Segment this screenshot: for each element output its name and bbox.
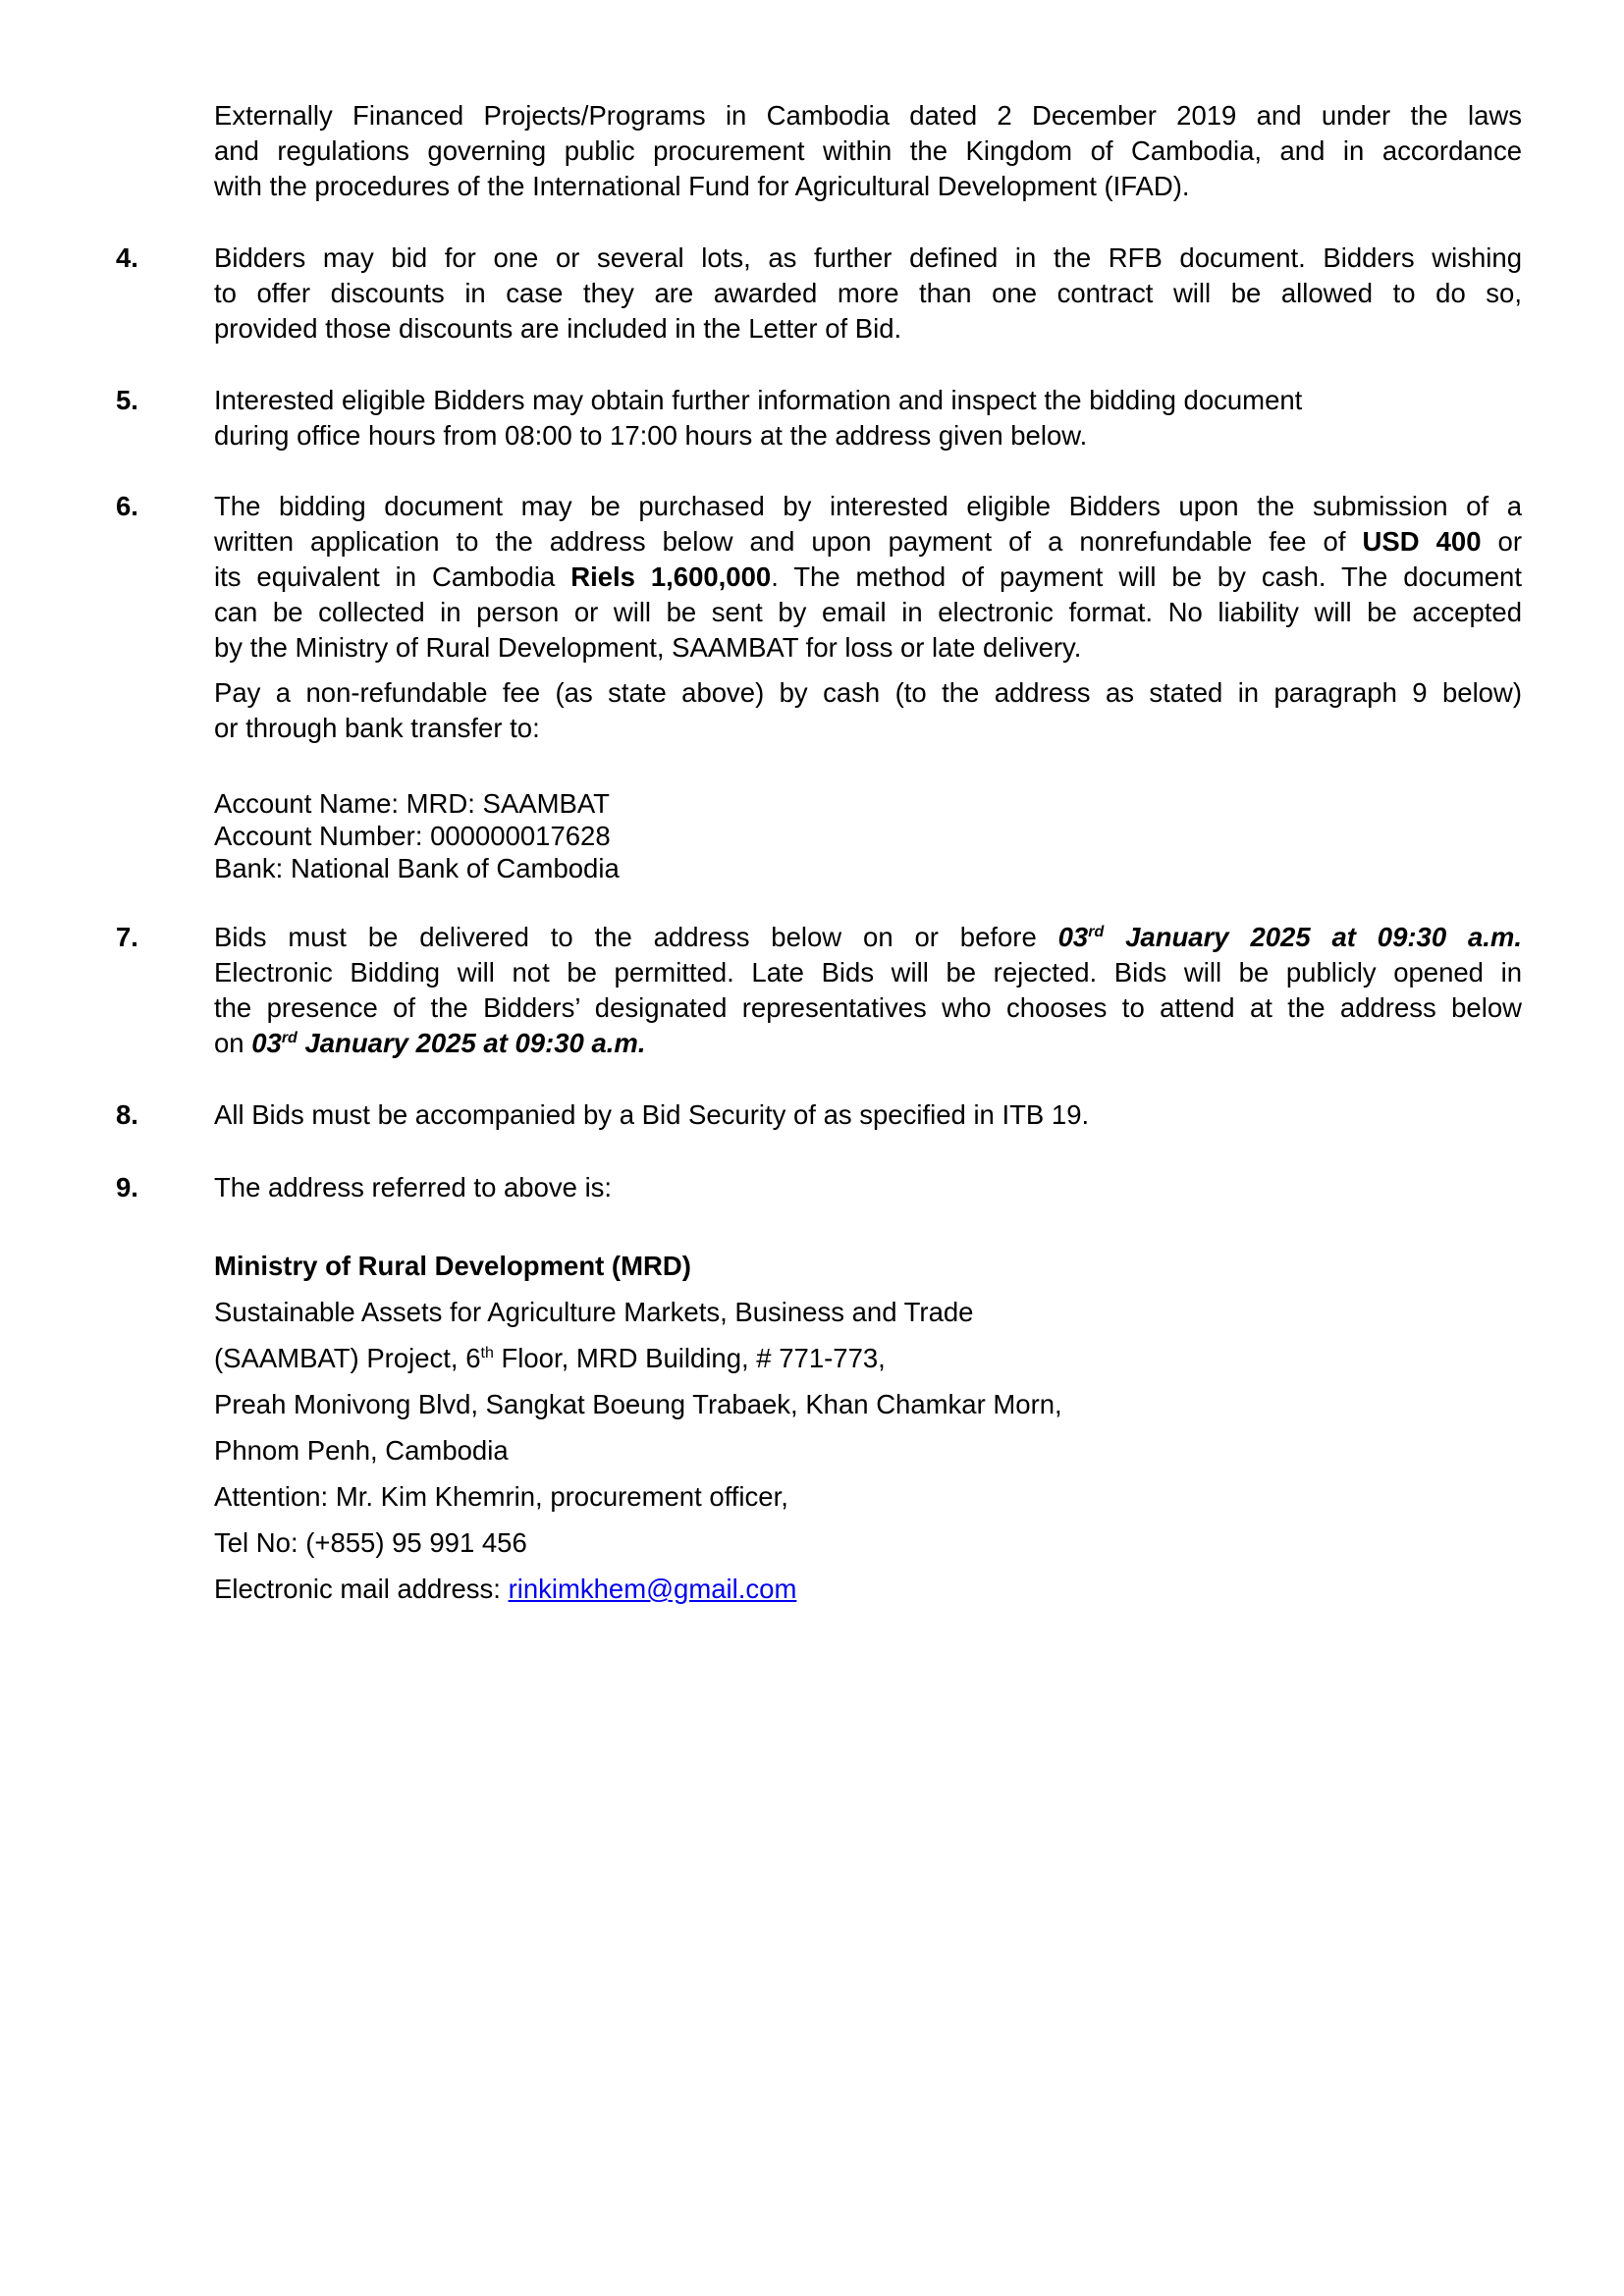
address-line-1: Sustainable Assets for Agriculture Markets, Business and Trade bbox=[214, 1297, 974, 1327]
address-line-2-start: (SAAMBAT) Project, 6 bbox=[214, 1343, 481, 1373]
deadline-day: 03 bbox=[1057, 922, 1089, 952]
p7-line-4-start: on bbox=[214, 1028, 244, 1058]
fee-riels: Riels 1,600,000 bbox=[570, 561, 772, 592]
intro-line-3: with the procedures of the International Fund for Agricultural Development (IFAD). bbox=[214, 171, 1190, 201]
p7-line-4 bbox=[214, 1026, 1522, 1061]
bank-name: Bank: National Bank of Cambodia bbox=[214, 853, 620, 883]
p6-line-3-start: its equivalent in Cambodia bbox=[214, 561, 556, 592]
attention-line: Attention: Mr. Kim Khemrin, procurement officer, bbox=[214, 1481, 788, 1512]
address-line-4: Phnom Penh, Cambodia bbox=[214, 1435, 509, 1466]
paragraph-5 bbox=[214, 383, 1522, 454]
p4-line-3: provided those discounts are included in the Letter of Bid. bbox=[214, 313, 902, 344]
paragraph-7 bbox=[214, 920, 1522, 1061]
account-name: Account Name: MRD: SAAMBAT bbox=[214, 788, 610, 819]
address-line-2-sup: th bbox=[480, 1345, 494, 1362]
fee-usd: USD 400 bbox=[1362, 526, 1482, 557]
p6-line-1: The bidding document may be purchased by interested eligible Bidders upon the submission of a bbox=[214, 491, 1522, 521]
paragraph-number-9: 9. bbox=[116, 1172, 138, 1202]
pay-line-1: Pay a non-refundable fee (as state above) by cash (to the address as stated in paragraph 9 below) bbox=[214, 677, 1522, 708]
paragraph-number-4: 4. bbox=[116, 242, 138, 273]
deadline-rest: January 2025 at 09:30 a.m. bbox=[1125, 922, 1523, 952]
p7-line-1 bbox=[214, 920, 1522, 955]
org-name-text: Ministry of Rural Development (MRD) bbox=[214, 1251, 691, 1281]
p9-text: The address referred to above is: bbox=[214, 1172, 613, 1202]
p4-line-1: Bidders may bid for one or several lots, as further defined in the RFB document. Bidders wishing bbox=[214, 242, 1522, 273]
p6-line-4: can be collected in person or will be sent by email in electronic format. No liability will be accepted bbox=[214, 597, 1522, 627]
p7-line-2: Electronic Bidding will not be permitted. Late Bids will be rejected. Bids will be publicly opened in bbox=[214, 957, 1522, 988]
deadline-date-1 bbox=[1058, 922, 1522, 952]
paragraph-number-8: 8. bbox=[116, 1099, 138, 1130]
payment-paragraph bbox=[214, 675, 1522, 746]
paragraph-9 bbox=[214, 1170, 1522, 1205]
intro-paragraph bbox=[214, 98, 1522, 204]
deadline-day-2: 03 bbox=[251, 1028, 282, 1058]
p8-text: All Bids must be accompanied by a Bid Security of as specified in ITB 19. bbox=[214, 1099, 1090, 1130]
email-line bbox=[214, 1566, 1062, 1612]
p6-line-3-end: . The method of payment will be by cash. The document bbox=[771, 561, 1522, 592]
paragraph-number-6: 6. bbox=[116, 491, 138, 521]
deadline-rest-2: January 2025 at 09:30 a.m. bbox=[304, 1028, 646, 1058]
email-link[interactable]: rinkimkhem@gmail.com bbox=[508, 1574, 797, 1604]
address-block bbox=[214, 1243, 1062, 1612]
p6-line-2-text: written application to the address below and upon payment of a nonrefundable fee of bbox=[214, 526, 1346, 557]
deadline-sup: rd bbox=[1088, 924, 1105, 940]
address-line-3: Preah Monivong Blvd, Sangkat Boeung Trabaek, Khan Chamkar Morn, bbox=[214, 1389, 1062, 1419]
p7-line-1-text: Bids must be delivered to the address below on or before bbox=[214, 922, 1037, 952]
p7-line-3: the presence of the Bidders’ designated representatives who chooses to attend at the address below bbox=[214, 992, 1522, 1023]
address-line-2 bbox=[214, 1335, 1062, 1381]
paragraph-number-5: 5. bbox=[116, 385, 138, 415]
email-label: Electronic mail address: bbox=[214, 1574, 501, 1604]
paragraph-4 bbox=[214, 240, 1522, 347]
org-name bbox=[214, 1243, 1062, 1289]
deadline-sup-2: rd bbox=[281, 1030, 298, 1046]
telephone-line: Tel No: (+855) 95 991 456 bbox=[214, 1527, 527, 1558]
paragraph-number-7: 7. bbox=[116, 922, 138, 952]
address-line-2-end: Floor, MRD Building, # 771-773, bbox=[493, 1343, 886, 1373]
intro-line-2: and regulations governing public procurement within the Kingdom of Cambodia, and in accordance bbox=[214, 135, 1522, 166]
p5-line-2: during office hours from 08:00 to 17:00 hours at the address given below. bbox=[214, 420, 1088, 451]
paragraph-6 bbox=[214, 489, 1522, 666]
intro-line-1: Externally Financed Projects/Programs in Cambodia dated 2 December 2019 and under the laws bbox=[214, 100, 1522, 131]
p6-line-3 bbox=[214, 560, 1522, 595]
bank-details bbox=[214, 787, 620, 884]
p5-line-1: Interested eligible Bidders may obtain further information and inspect the bidding document bbox=[214, 385, 1303, 415]
p4-line-2: to offer discounts in case they are awarded more than one contract will be allowed to do so, bbox=[214, 278, 1522, 308]
p6-line-5: by the Ministry of Rural Development, SAAMBAT for loss or late delivery. bbox=[214, 632, 1082, 663]
paragraph-8 bbox=[214, 1097, 1522, 1133]
pay-line-2: or through bank transfer to: bbox=[214, 713, 540, 743]
p6-line-2 bbox=[214, 524, 1522, 560]
p6-line-2-end: or bbox=[1497, 526, 1522, 557]
deadline-date-2 bbox=[251, 1028, 645, 1058]
account-number: Account Number: 000000017628 bbox=[214, 821, 611, 851]
